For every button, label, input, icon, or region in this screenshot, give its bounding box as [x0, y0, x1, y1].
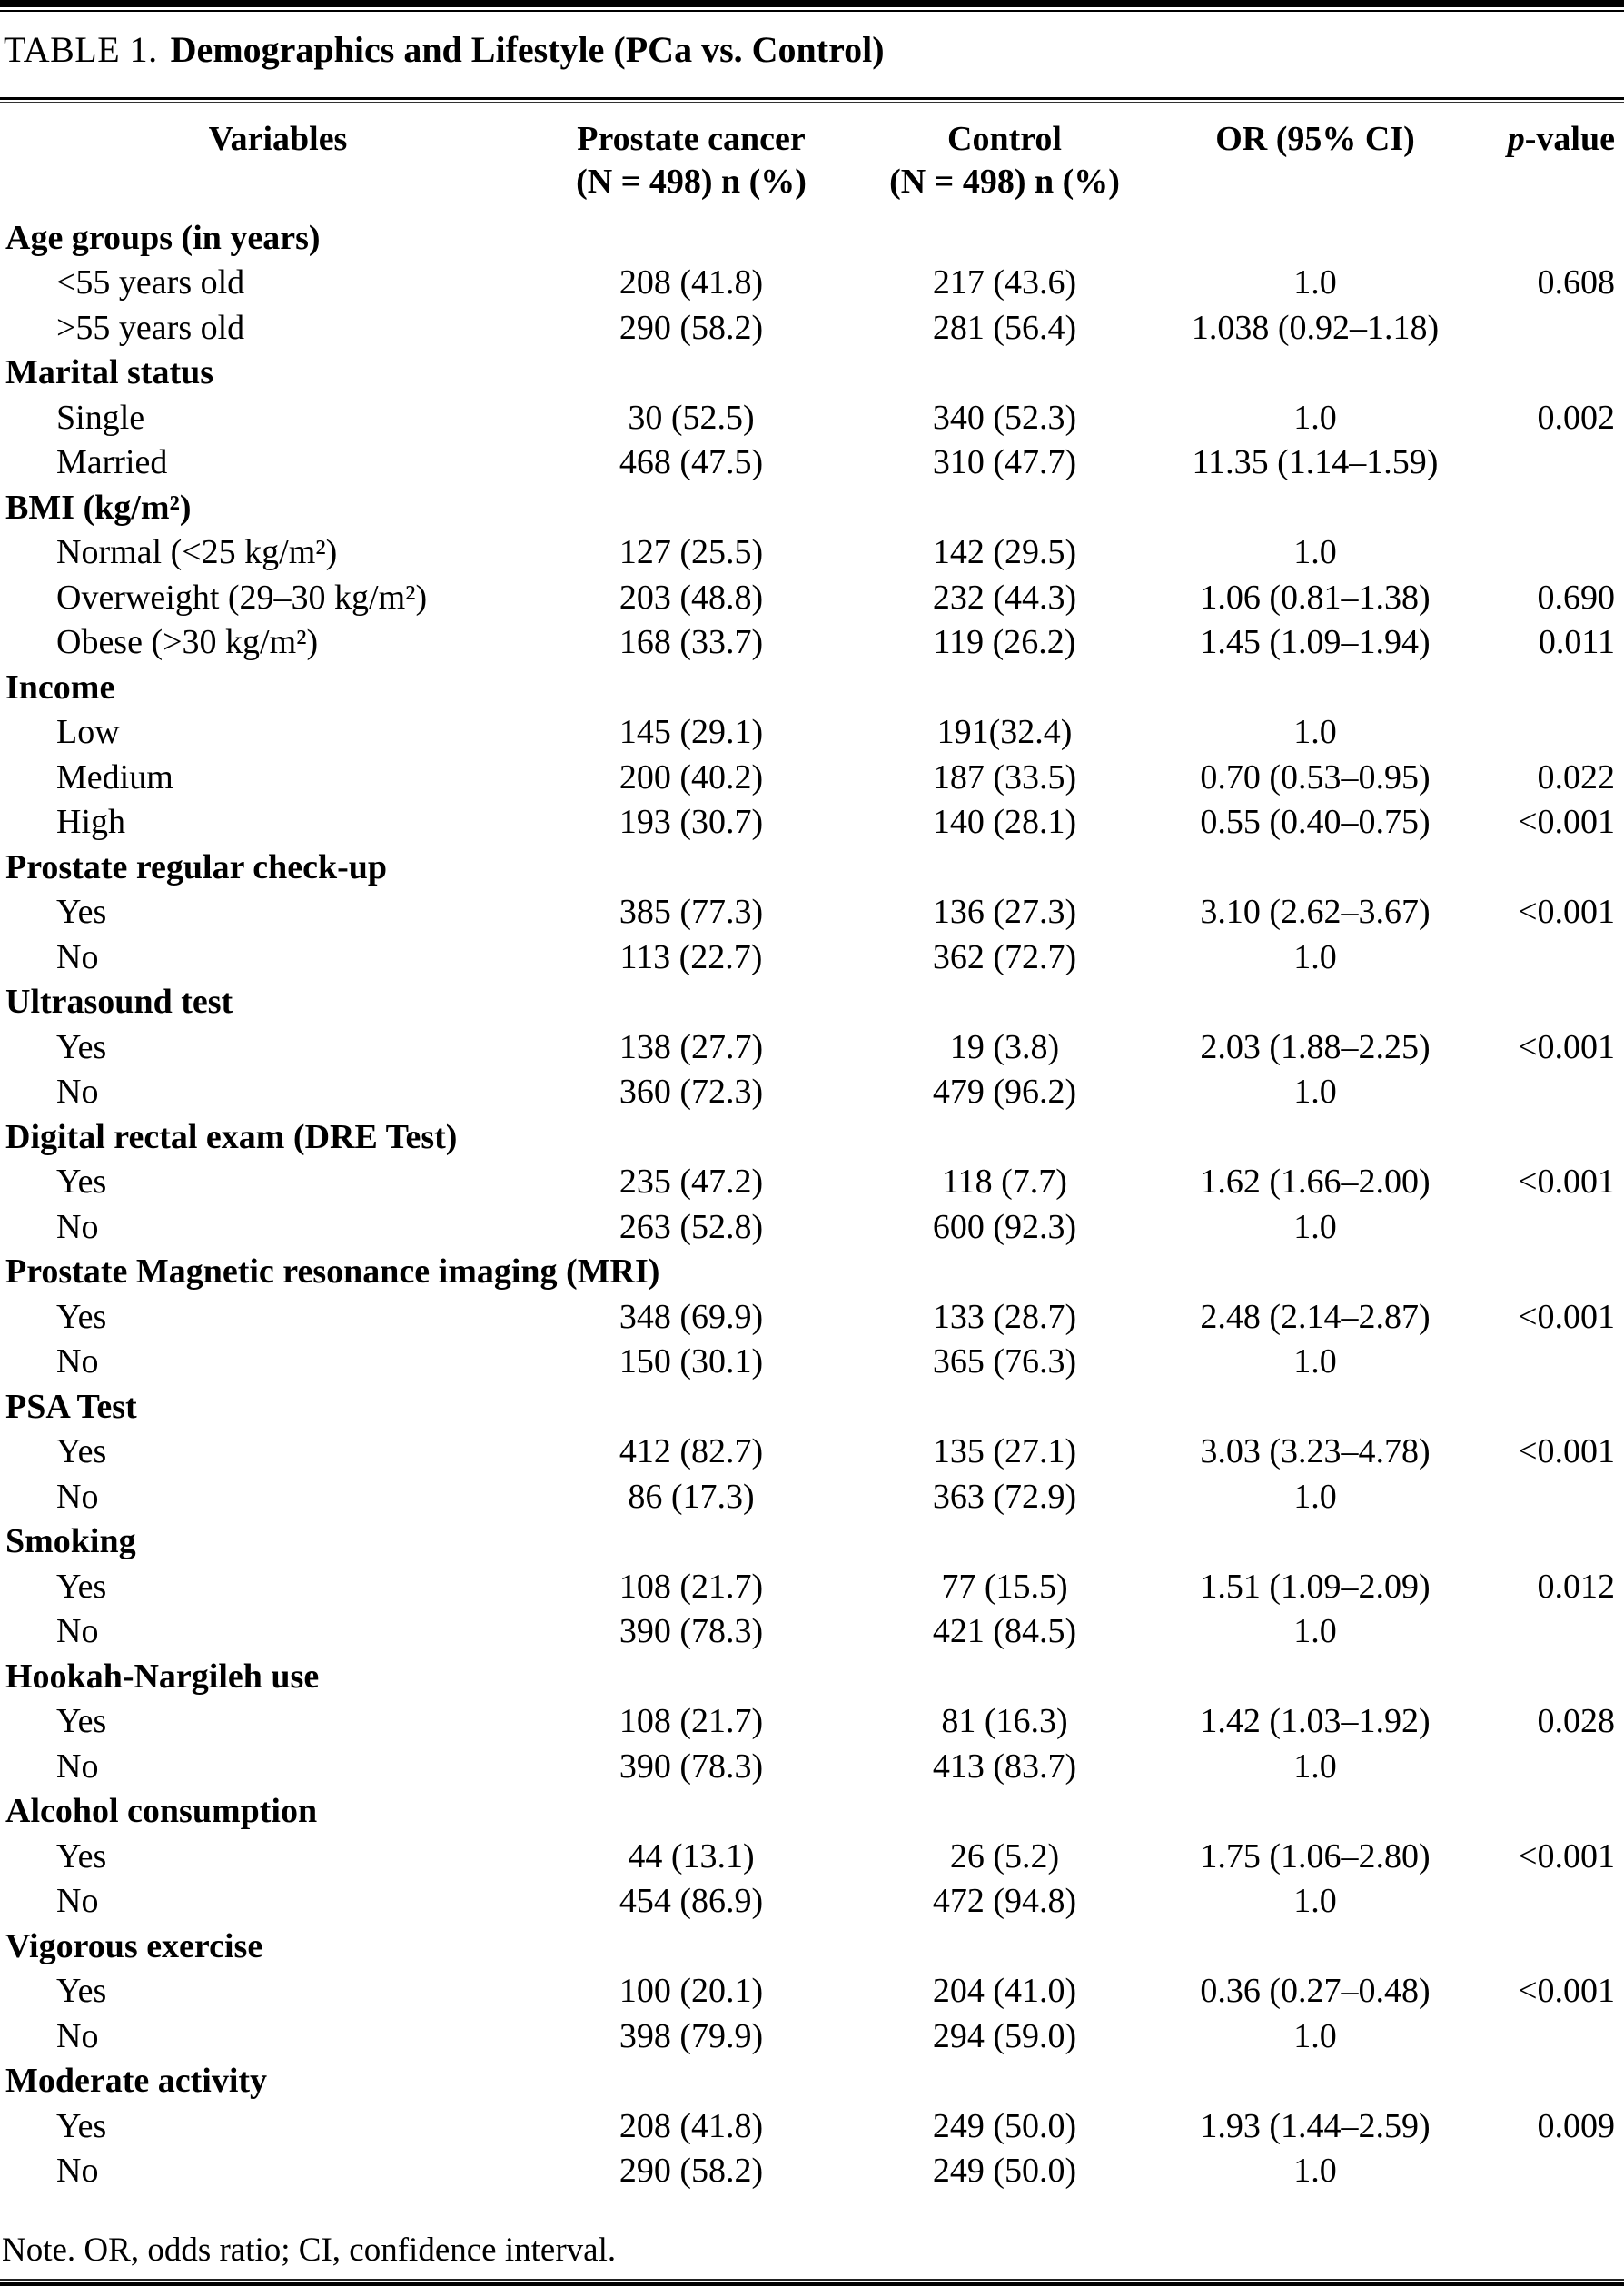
or-ci-value: 1.42 (1.03–1.92) [1200, 1702, 1431, 1741]
section-label: Digital rectal exam (DRE Test) [5, 1117, 458, 1156]
prostate-cancer-value: 263 (52.8) [619, 1207, 764, 1246]
col-header-prostate-cancer: Prostate cancer [577, 119, 806, 158]
control-value: 187 (33.5) [932, 757, 1077, 797]
variable-label: No [56, 1207, 99, 1246]
variable-label: No [56, 1882, 99, 1921]
prostate-cancer-value: 86 (17.3) [628, 1477, 755, 1516]
bottom-thick-rule [0, 2282, 1624, 2286]
table-note: Note. OR, odds ratio; CI, confidence interval. [2, 2232, 617, 2269]
col-subheader-prostate-n: (N = 498) n (%) [576, 162, 807, 201]
p-value-cell: 0.690 [1537, 578, 1615, 617]
section-header-row [0, 1519, 1624, 1565]
variable-label: No [56, 1073, 99, 1112]
data-row [0, 710, 1624, 756]
col-subheader-control-n: (N = 498) n (%) [889, 162, 1120, 201]
data-row [0, 1430, 1624, 1475]
section-label: Age groups (in years) [5, 218, 321, 257]
control-value: 142 (29.5) [932, 533, 1077, 572]
prostate-cancer-value: 468 (47.5) [619, 443, 764, 482]
or-ci-value: 0.55 (0.40–0.75) [1200, 803, 1431, 842]
control-value: 421 (84.5) [932, 1612, 1077, 1651]
table-number: TABLE 1. [4, 29, 158, 70]
prostate-cancer-value: 398 (79.9) [619, 2016, 764, 2055]
or-ci-value: 1.038 (0.92–1.18) [1191, 308, 1440, 347]
control-value: 19 (3.8) [949, 1027, 1060, 1066]
prostate-cancer-value: 203 (48.8) [619, 578, 764, 617]
prostate-cancer-value: 200 (40.2) [619, 757, 764, 797]
prostate-cancer-value: 193 (30.7) [619, 803, 764, 842]
or-ci-value: 3.10 (2.62–3.67) [1200, 893, 1431, 932]
bottom-thin-rule [0, 2279, 1624, 2281]
section-header-row [0, 2059, 1624, 2104]
table-body [0, 215, 1624, 2193]
data-row [0, 800, 1624, 846]
control-value: 472 (94.8) [932, 1882, 1077, 1921]
section-header-row [0, 351, 1624, 396]
prostate-cancer-value: 348 (69.9) [619, 1297, 764, 1336]
section-label: Vigorous exercise [5, 1926, 263, 1965]
section-label: Hookah-Nargileh use [5, 1657, 320, 1696]
variable-label: No [56, 1477, 99, 1516]
data-row [0, 261, 1624, 306]
data-row [0, 620, 1624, 666]
control-value: 217 (43.6) [932, 263, 1077, 302]
variable-label: No [56, 2016, 99, 2055]
prostate-cancer-value: 127 (25.5) [619, 533, 764, 572]
variable-label: No [56, 1747, 99, 1786]
control-value: 204 (41.0) [932, 1972, 1077, 2011]
header-rule-thick [0, 97, 1624, 100]
control-value: 135 (27.1) [932, 1432, 1077, 1471]
control-value: 479 (96.2) [932, 1073, 1077, 1112]
or-ci-value: 1.0 [1293, 398, 1337, 437]
p-value-cell: <0.001 [1518, 1027, 1615, 1066]
prostate-cancer-value: 208 (41.8) [619, 263, 764, 302]
or-ci-value: 1.51 (1.09–2.09) [1200, 1567, 1431, 1606]
data-row [0, 2103, 1624, 2149]
prostate-cancer-value: 145 (29.1) [619, 713, 764, 752]
col-header-control: Control [947, 119, 1062, 158]
variable-label: Yes [56, 893, 107, 932]
control-value: 118 (7.7) [942, 1163, 1067, 1202]
variable-label: Normal (<25 kg/m²) [56, 533, 338, 572]
or-ci-value: 1.0 [1293, 1342, 1337, 1381]
data-row [0, 305, 1624, 351]
table-title [0, 26, 1624, 74]
control-value: 600 (92.3) [932, 1207, 1077, 1246]
control-value: 281 (56.4) [932, 308, 1077, 347]
section-header-row [0, 845, 1624, 890]
or-ci-value: 1.93 (1.44–2.59) [1200, 2106, 1431, 2145]
header-rule-thin [0, 102, 1624, 103]
data-row [0, 440, 1624, 486]
data-row [0, 1744, 1624, 1789]
p-value-cell: <0.001 [1518, 1297, 1615, 1336]
or-ci-value: 11.35 (1.14–1.59) [1192, 443, 1439, 482]
data-row [0, 755, 1624, 800]
variable-label: Yes [56, 1702, 107, 1741]
variable-label: Overweight (29–30 kg/m²) [56, 578, 428, 617]
prostate-cancer-value: 235 (47.2) [619, 1163, 764, 1202]
variable-label: Yes [56, 1297, 107, 1336]
section-label: Marital status [5, 353, 214, 392]
prostate-cancer-value: 390 (78.3) [619, 1612, 764, 1651]
data-row [0, 1340, 1624, 1385]
or-ci-value: 1.75 (1.06–2.80) [1200, 1836, 1431, 1875]
or-ci-value: 1.0 [1293, 937, 1337, 976]
data-row [0, 1699, 1624, 1745]
control-value: 413 (83.7) [932, 1747, 1077, 1786]
or-ci-value: 1.0 [1293, 713, 1337, 752]
p-value-cell: <0.001 [1518, 1972, 1615, 2011]
section-label: BMI (kg/m²) [5, 488, 192, 527]
table-header-row-1 [0, 117, 1624, 160]
section-header-row [0, 980, 1624, 1025]
p-value-cell: 0.002 [1537, 398, 1615, 437]
p-value-cell: <0.001 [1518, 1163, 1615, 1202]
control-value: 310 (47.7) [932, 443, 1077, 482]
prostate-cancer-value: 385 (77.3) [619, 893, 764, 932]
variable-label: No [56, 2152, 99, 2191]
or-ci-value: 1.0 [1293, 1477, 1337, 1516]
variable-label: Obese (>30 kg/m²) [56, 623, 319, 662]
prostate-cancer-value: 360 (72.3) [619, 1073, 764, 1112]
data-row [0, 1609, 1624, 1655]
control-value: 140 (28.1) [932, 803, 1077, 842]
data-row [0, 1474, 1624, 1519]
data-row [0, 1024, 1624, 1070]
variable-label: No [56, 1342, 99, 1381]
or-ci-value: 2.03 (1.88–2.25) [1200, 1027, 1431, 1066]
control-value: 81 (16.3) [941, 1702, 1068, 1741]
section-label: Prostate Magnetic resonance imaging (MRI) [5, 1252, 660, 1291]
or-ci-value: 1.06 (0.81–1.38) [1200, 578, 1431, 617]
control-value: 340 (52.3) [932, 398, 1077, 437]
section-header-row [0, 1384, 1624, 1430]
variable-label: Yes [56, 1027, 107, 1066]
variable-label: No [56, 937, 99, 976]
or-ci-value: 1.0 [1293, 1882, 1337, 1921]
variable-label: <55 years old [56, 263, 245, 302]
variable-label: Married [56, 443, 168, 482]
section-label: PSA Test [5, 1387, 137, 1426]
prostate-cancer-value: 290 (58.2) [619, 2152, 764, 2191]
p-value-italic-p: p [1507, 119, 1525, 158]
prostate-cancer-value: 108 (21.7) [619, 1567, 764, 1606]
p-value-rest: -value [1524, 119, 1615, 158]
or-ci-value: 0.36 (0.27–0.48) [1200, 1972, 1431, 2011]
control-value: 294 (59.0) [932, 2016, 1077, 2055]
variable-label: High [56, 803, 125, 842]
data-row [0, 1204, 1624, 1250]
col-header-variables: Variables [208, 119, 348, 158]
control-value: 363 (72.9) [932, 1477, 1077, 1516]
variable-label: Medium [56, 757, 173, 797]
or-ci-value: 0.70 (0.53–0.95) [1200, 757, 1431, 797]
prostate-cancer-value: 390 (78.3) [619, 1747, 764, 1786]
variable-label: Yes [56, 1836, 107, 1875]
prostate-cancer-value: 168 (33.7) [619, 623, 764, 662]
p-value-cell: 0.022 [1537, 757, 1615, 797]
table-caption: Demographics and Lifestyle (PCa vs. Control) [170, 29, 885, 70]
or-ci-value: 1.0 [1293, 1207, 1337, 1246]
or-ci-value: 2.48 (2.14–2.87) [1200, 1297, 1431, 1336]
section-header-row [0, 1114, 1624, 1160]
p-value-cell: 0.009 [1537, 2106, 1615, 2145]
section-label: Moderate activity [5, 2062, 268, 2101]
control-value: 232 (44.3) [932, 578, 1077, 617]
section-label: Smoking [5, 1522, 136, 1561]
data-row [0, 1969, 1624, 2014]
data-row [0, 935, 1624, 980]
or-ci-value: 3.03 (3.23–4.78) [1200, 1432, 1431, 1471]
data-row [0, 1160, 1624, 1205]
section-label: Alcohol consumption [5, 1792, 318, 1831]
prostate-cancer-value: 44 (13.1) [628, 1836, 755, 1875]
section-header-row [0, 1789, 1624, 1835]
control-value: 77 (15.5) [941, 1567, 1068, 1606]
or-ci-value: 1.0 [1293, 2016, 1337, 2055]
prostate-cancer-value: 290 (58.2) [619, 308, 764, 347]
top-thin-rule [0, 10, 1624, 12]
control-value: 249 (50.0) [932, 2152, 1077, 2191]
table-header-row-2 [0, 160, 1624, 203]
data-row [0, 1879, 1624, 1925]
data-row [0, 575, 1624, 620]
control-value: 362 (72.7) [932, 937, 1077, 976]
data-row [0, 1834, 1624, 1879]
section-header-row [0, 665, 1624, 710]
section-header-row [0, 215, 1624, 261]
p-value-cell: 0.012 [1537, 1567, 1615, 1606]
variable-label: Yes [56, 2106, 107, 2145]
or-ci-value: 1.0 [1293, 533, 1337, 572]
or-ci-value: 1.62 (1.66–2.00) [1200, 1163, 1431, 1202]
control-value: 133 (28.7) [932, 1297, 1077, 1336]
data-row [0, 395, 1624, 440]
or-ci-value: 1.0 [1293, 1747, 1337, 1786]
or-ci-value: 1.0 [1293, 1612, 1337, 1651]
p-value-cell: 0.011 [1538, 623, 1615, 662]
p-value-cell: <0.001 [1518, 803, 1615, 842]
or-ci-value: 1.0 [1293, 1073, 1337, 1112]
p-value-cell: <0.001 [1518, 1432, 1615, 1471]
section-label: Income [5, 668, 115, 707]
variable-label: Yes [56, 1567, 107, 1606]
section-header-row [0, 1250, 1624, 1295]
data-row [0, 890, 1624, 935]
prostate-cancer-value: 412 (82.7) [619, 1432, 764, 1471]
prostate-cancer-value: 208 (41.8) [619, 2106, 764, 2145]
prostate-cancer-value: 30 (52.5) [628, 398, 755, 437]
control-value: 249 (50.0) [932, 2106, 1077, 2145]
variable-label: Yes [56, 1163, 107, 1202]
data-row [0, 530, 1624, 576]
data-row [0, 1294, 1624, 1340]
control-value: 365 (76.3) [932, 1342, 1077, 1381]
control-value: 119 (26.2) [933, 623, 1076, 662]
section-header-row [0, 1924, 1624, 1969]
variable-label: No [56, 1612, 99, 1651]
prostate-cancer-value: 108 (21.7) [619, 1702, 764, 1741]
p-value-cell: <0.001 [1518, 893, 1615, 932]
variable-label: Single [56, 398, 145, 437]
prostate-cancer-value: 138 (27.7) [619, 1027, 764, 1066]
data-row [0, 1564, 1624, 1609]
section-header-row [0, 485, 1624, 530]
or-ci-value: 1.45 (1.09–1.94) [1200, 623, 1431, 662]
or-ci-value: 1.0 [1293, 263, 1337, 302]
variable-label: >55 years old [56, 308, 245, 347]
control-value: 191(32.4) [936, 713, 1073, 752]
prostate-cancer-value: 100 (20.1) [619, 1972, 764, 2011]
variable-label: Yes [56, 1972, 107, 2011]
col-header-p-value [1453, 119, 1617, 159]
section-label: Prostate regular check-up [5, 847, 388, 886]
or-ci-value: 1.0 [1293, 2152, 1337, 2191]
control-value: 26 (5.2) [949, 1836, 1060, 1875]
section-label: Ultrasound test [5, 983, 233, 1022]
col-header-or-ci: OR (95% CI) [1215, 119, 1415, 158]
variable-label: Yes [56, 1432, 107, 1471]
prostate-cancer-value: 113 (22.7) [619, 937, 763, 976]
top-thick-rule [0, 0, 1624, 7]
p-value-cell: <0.001 [1518, 1836, 1615, 1875]
data-row [0, 2014, 1624, 2059]
data-row [0, 2149, 1624, 2194]
control-value: 136 (27.3) [932, 893, 1077, 932]
section-header-row [0, 1654, 1624, 1699]
data-row [0, 1070, 1624, 1115]
p-value-cell: 0.028 [1537, 1702, 1615, 1741]
p-value-cell: 0.608 [1537, 263, 1615, 302]
prostate-cancer-value: 150 (30.1) [619, 1342, 764, 1381]
variable-label: Low [56, 713, 120, 752]
prostate-cancer-value: 454 (86.9) [619, 1882, 764, 1921]
